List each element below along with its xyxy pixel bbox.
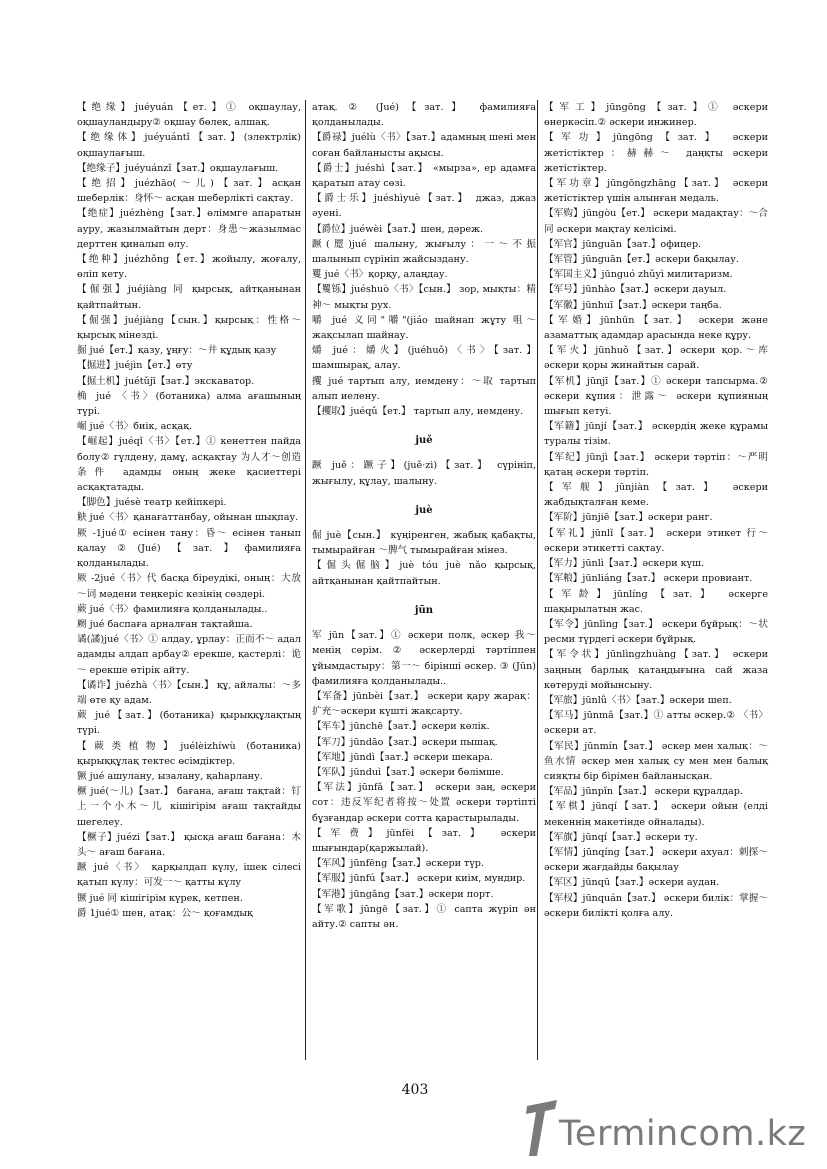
dictionary-entry: 蹶 juě：蹶子】(juě·zi)【зат.】 сүрініп, жығылу, құлау, шалыну. xyxy=(312,460,536,487)
dictionary-entry: 【爵士乐】juéshìyuè【зат.】 джаз, джаз әуені. xyxy=(312,193,536,220)
dictionary-entry: 倔 juè【сын.】 күңіренген, жабық қабақты, тымырайған ～脾气 тымырайған мінез. xyxy=(312,530,536,557)
entry-group xyxy=(312,528,536,589)
dictionary-entry: 【军令状】jūnlìngzhuàng【зат.】 әскери заңның барлық қатаңдығына сай жаза көтеруді мойынсыну. xyxy=(544,649,768,691)
dictionary-entry: 厥 -1jué① есінен тану：昏～ есінен танып қалау②(Jué)【зат.】фамилияға қолданылады. xyxy=(77,527,301,570)
dictionary-entry: 蹶(蹷)jué шалыну, жығылу：一～不振 шалынып сүрініп жайсыздану. xyxy=(312,238,536,266)
section-heading-jue4: juè xyxy=(415,504,433,516)
dictionary-entry: атақ. ② (Jué)【зат.】 фамилияға қолданылады. xyxy=(312,102,536,129)
dictionary-entry: 【军管】jūnguān【ет.】әскери бақылау. xyxy=(544,254,739,266)
dictionary-entry: 【军号】jūnhào【зат.】әскери дауыл. xyxy=(544,284,727,296)
dictionary-entry: 【谲诈】juézhà〈书〉【сын.】 құ, айлалы：～多端 өте қу адам. xyxy=(77,679,301,706)
dictionary-entry: 【军马】jūnmǎ【зат.】① атты әскер.② 〈书〉әскери ат. xyxy=(544,710,768,737)
dictionary-entry: 【掘进】juéjìn【ет.】өту xyxy=(77,360,193,372)
dictionary-entry: 【掘土机】juétǔjī【зат.】экскаватор. xyxy=(77,375,255,387)
dictionary-entry: 【军力】jūnlì【зат.】әскери күш. xyxy=(544,558,705,570)
dictionary-entry: 【军粮】jūnliáng【зат.】 әскери провиант. xyxy=(544,573,753,585)
page-number: 403 xyxy=(401,1082,429,1098)
dictionary-entry: 【军旅】jūnlǚ〈书〉【зат.】әскери шеп. xyxy=(544,694,732,706)
column-middle xyxy=(312,100,536,932)
dictionary-entry: 【军区】jūnqū【зат.】әскери аудан. xyxy=(544,877,720,889)
dictionary-entry: 【军功】jūngōng【зат.】 әскери жетістіктер：赫赫～ даңқты әскери жетістіктер. xyxy=(544,132,768,174)
dictionary-entry: 【军备】jūnbèi【зат.】 әскери қару жарақ：扩充～әскери күшті жақсарту. xyxy=(312,690,536,718)
dictionary-entry: 【绝症】juézhèng【зат.】өліммге апаратын ауру, жазылмайтын дерт：身患～жазылмас дерттен қиналып өлу. xyxy=(77,208,301,250)
entry-group xyxy=(312,100,536,419)
dictionary-entry: 【绝缘体】juéyuántǐ【зат.】(электрлік) оқшаулағыш. xyxy=(77,132,301,159)
dictionary-entry: 【崛起】juéqǐ〈书〉【ет.】① кенеттен пайда болу② гүлдену, дамұ, асқақтау 为人才～创造条件 адамды оның жеке қасиеттері асқақтатады. xyxy=(77,436,301,494)
dictionary-entry: 矍 jué〈书〉қорқу, алаңдау. xyxy=(312,269,448,281)
dictionary-entry: 【军港】jūngǎng【зат.】әскери порт. xyxy=(312,888,494,900)
dictionary-entry: 蕨 jué〈书〉фамилияға қолданылады.. xyxy=(77,603,268,615)
entry-group xyxy=(312,628,536,932)
dictionary-entry: 【爵位】juéwèi【зат.】шен, дәреж. xyxy=(312,223,484,235)
dictionary-entry: 【军旗】jūnqí【зат.】әскери ту. xyxy=(544,831,698,843)
dictionary-entry: 【军官】jūnguān【зат.】офицер. xyxy=(544,238,702,250)
dictionary-entry: 【绝招】juézhāo(～儿)【зат.】асқан шеберлік：身怀～ асқан шеберлікті сақтау. xyxy=(77,178,301,205)
dictionary-entry: 觖 jué〈书〉қанағаттанбау, ойынан шықпау. xyxy=(77,512,299,524)
dictionary-entry: 蹶 jué〈书〉 қарқылдап күлу, ішек сілесі қатып күлу：可发一～ қатты күлу xyxy=(77,862,301,889)
dictionary-entry: 【攫取】juéqǔ【ет.】 тартып алу, иемдену. xyxy=(312,406,524,418)
watermark-text: Termincom.kz xyxy=(559,1114,807,1154)
dictionary-entry: 【绝缘子】juéyuánzǐ【зат.】оқшаулағыш. xyxy=(77,162,279,174)
dictionary-entry: 【倔头倔脑】juè tóu juè nǎo қырсық, айтқанынан қайтпайтын. xyxy=(312,560,536,587)
dictionary-entry: 【军婚】jūnhūn【зат.】 әскери және азаматтық адамдар арасында неке құру. xyxy=(544,314,768,342)
dictionary-entry: 獗 jué ашулану, ызалану, қаһарлану. xyxy=(77,770,263,782)
logo-t-mark-icon xyxy=(525,1100,559,1158)
dictionary-entry: 【军购】jūngòu【ет.】 әскери мадақтау：～合同 әскери мақтау келісімі. xyxy=(544,208,768,235)
dictionary-entry: 【脚色】juésè театр кейіпкері. xyxy=(77,497,227,509)
dictionary-entry: 劂 jué баспаға арналған тақтайша. xyxy=(77,618,253,630)
dictionary-entry: 【爵禄】juélù〈书〉【зат.】адамның шені мен соған байланысты ақысы. xyxy=(312,132,536,159)
dictionary-entry: 【军徽】jūnhuī【зат.】әскери таңба. xyxy=(544,299,722,311)
dictionary-entry: 嚼 jué 义同"嚼"(jiáo шайнап жұту 咀～ жақсылап шайнау. xyxy=(312,314,536,342)
dictionary-entry: 军 jūn【зат.】① әскери полк, әскер 我～ менің сөрім. ② әскерлерді тәртіппен ұйымдастыру：第一～ бірінші әскер. ③ (Jūn) фамилияға қолданылады.. xyxy=(312,630,536,687)
dictionary-entry: 【军刀】jūndāo【зат.】әскери пышақ. xyxy=(312,736,498,748)
column-right xyxy=(544,100,768,921)
dictionary-entry: 【军歌】jūngē【зат.】① сапта жүріп ән айту.② сапты ән. xyxy=(312,903,536,930)
dictionary-entry: 【军品】jūnpǐn【зат.】 әскери құралдар. xyxy=(544,786,743,798)
dictionary-entry: 【军舰】jūnjiàn【зат.】 әскери жабдықталған кеме. xyxy=(544,482,768,509)
dictionary-entry: 【军地】jūndì【зат.】әскери шекара. xyxy=(312,751,493,763)
dictionary-entry: 【矍铄】juéshuò〈书〉【сын.】 зор, мықты：精神～ мықты рух. xyxy=(312,284,536,311)
dictionary-entry: 【爵士】juéshì【зат.】 «мырза», ер адамға қаратып атау сөзі. xyxy=(312,162,536,190)
dictionary-entry: 攫 jué тартып алу, иемдену：～取 тартып алып иелену. xyxy=(312,375,536,402)
dictionary-entry: 【绝种】juézhǒng【ет.】жойылу, жоғалу, өліп кету. xyxy=(77,254,301,281)
dictionary-entry: 【蕨类植物】juélèizhíwù (ботаника) қырыққұлақ тектес өсімдіктер. xyxy=(77,740,301,767)
dictionary-entry: 崛 jué〈书〉биік, асқақ. xyxy=(77,421,193,433)
dictionary-entry: 【军车】jūnchē【зат.】әскери көлік. xyxy=(312,721,490,733)
dictionary-entry: 谲(譎)jué〈书〉① алдау, ұрлау：正而不～ адал адамды алдап арбау② ерекше, қастерлі：诡～ ерекше өтірік айту. xyxy=(77,634,301,676)
section-heading-jun1: jūn xyxy=(414,604,434,616)
column-left xyxy=(77,100,301,921)
entry-group xyxy=(312,458,536,488)
dictionary-entry: 【军火】jūnhuǒ【зат.】әскери қор.～库 әскери қоры жинайтын сарай. xyxy=(544,345,768,372)
dictionary-entry: 橛 jué(～儿)【зат.】 бағана, ағаш тақтай：钉上一个小木～儿 кішігірім ағаш тақтайды шегелеу. xyxy=(77,786,301,828)
watermark-logo xyxy=(525,1100,820,1160)
dictionary-entry: 【军棋】jūnqí【зат.】 әскери ойын (елді мекеннің макетінде ойналады). xyxy=(544,801,768,828)
dictionary-entry: 掘 jué【ет.】қазу, ұңғу：～井 құдық қазу xyxy=(77,345,277,357)
dictionary-entry: 【军权】jūnquán【зат.】 әскери билік：掌握～ әскери билікті қолға алу. xyxy=(544,892,768,919)
dictionary-entry: 【军情】jūnqíng【зат.】 әскери ахуал：刺探～ әскери жағдайды бақылау xyxy=(544,846,768,874)
dictionary-entry: 【军礼】jūnlǐ【зат.】 әскери этикет 行～ әскери этикетті сақтау. xyxy=(544,527,768,554)
dictionary-entry: 镢 jué 同 кішігірім күрек, кетпен. xyxy=(77,892,243,904)
dictionary-entry: 【军龄】jūnlíng【зат.】 әскерге шақырылатын жас. xyxy=(544,588,768,615)
dictionary-entry: 【军令】jūnlìng【зат.】 әскери бұйрық：～状 ресми түрдегі әскери бұйрық. xyxy=(544,618,768,646)
dictionary-entry: 【军国主义】jūnguó zhǔyì милитаризм. xyxy=(544,269,733,281)
dictionary-entry: 【倔强】juéjiàng 同 қырсық, айтқанынан қайтпайтын. xyxy=(77,284,301,311)
dictionary-entry: 【军籍】jūnjí【зат.】 әскердің жеке құрамы туралы тізім. xyxy=(544,421,768,448)
dictionary-entry: 爝 jué：爝火】(juéhuǒ)〈书〉【зат.】 шамшырақ, алау. xyxy=(312,345,536,372)
dictionary-entry: 【军阶】jūnjiē【зат.】әскери ранг. xyxy=(544,512,713,524)
dictionary-entry: 【军风】jūnfēng【зат.】әскери түр. xyxy=(312,858,484,870)
dictionary-entry: 【军机】jūnjī【зат.】① әскери тапсырма.② әскери құпия：泄露～ әскери құпияның шығып кетуі. xyxy=(544,375,768,418)
dictionary-entry: 【军民】jūnmín【зат.】 әскер мен халық：～鱼水情 әскер мен халық су мен мен балық сияқты бір бірімен байланысқан. xyxy=(544,740,768,782)
dictionary-entry: 【军法】jūnfǎ【зат.】 әскери заң, әскери сот：违反军纪者将按～处置 әскери тәртіпті бұзғандар әскери сотта қарастырылады. xyxy=(312,782,536,824)
dictionary-entry: 桷 jué 〈书〉(ботаника) алма ағашының түрі. xyxy=(77,390,301,418)
column-divider xyxy=(537,100,538,1060)
dictionary-entry: 【橛子】juézi【зат.】 қысқа ағаш бағана：木头～ ағаш бағана. xyxy=(77,831,301,858)
section-heading-jue3: juě xyxy=(415,435,433,447)
dictionary-entry: 【军功章】jūngōngzhāng【зат.】 әскери жетістіктер үшін алынған медаль. xyxy=(544,178,768,205)
dictionary-entry: 蕨 jué【зат.】(ботаника) қырыққұлақтың түрі. xyxy=(77,710,301,737)
column-divider xyxy=(305,100,306,1060)
dictionary-entry: 【军工】jūngōng【зат.】① әскери өнеркәсіп.② әскери инжинер. xyxy=(544,102,768,129)
dictionary-entry: 【倔强】juéjiàng【сын.】қырсық：性格～қырсық мінезді. xyxy=(77,314,301,342)
dictionary-entry: 【军纪】jūnjì【зат.】 әскери тәртіп：～严明 қатаң әскери тәртіп. xyxy=(544,451,768,478)
dictionary-entry: 【绝缘】juéyuán【ет.】① оқшаулау, оқшауландыру② оқшау бөлек, алшақ. xyxy=(77,102,301,129)
dictionary-entry: 【军费】jūnfèi【зат.】 әскери шығындар(қаржылай). xyxy=(312,827,536,854)
dictionary-entry: 【军队】jūnduì【зат.】әскери бөлімше. xyxy=(312,766,504,778)
dictionary-entry: 爵 1jué① шен, атақ：公～ қоғамдық xyxy=(77,907,253,919)
dictionary-entry: 【军服】jūnfú【зат.】 әскери киім, мундир. xyxy=(312,873,526,885)
dictionary-entry: 厥 -2jué〈书〉代 басқа біреудікі, оның：大放～词 мәдени теңкеріс кезінің сөздері. xyxy=(77,573,301,600)
